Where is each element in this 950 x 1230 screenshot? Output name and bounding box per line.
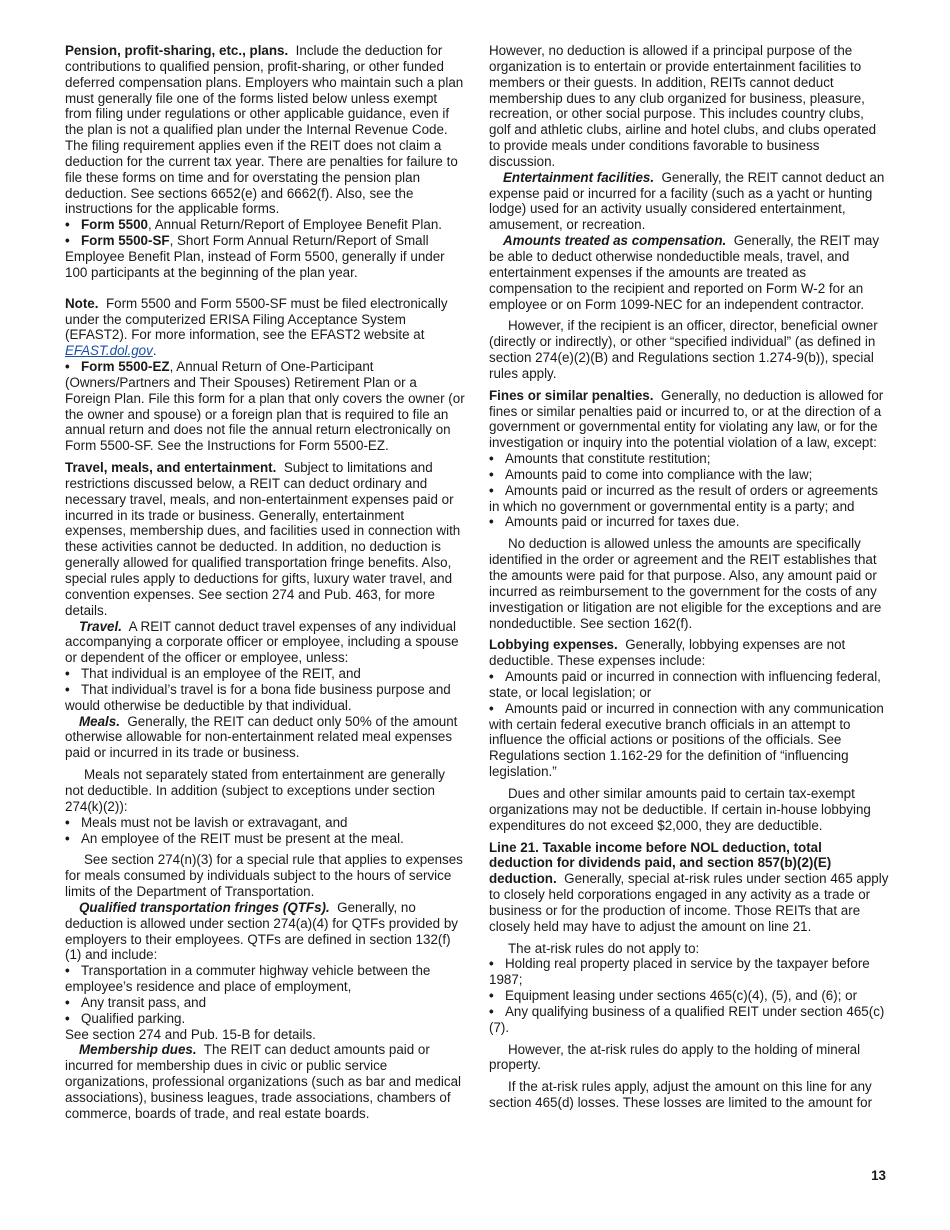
fines-bullet-2: Amounts paid to come into compliance with the law; — [505, 466, 813, 482]
meals-paragraph-3: See section 274(n)(3) for a special rule that applies to expenses for meals consumed by individuals subject to the hours of service limits of the Department of Transportation. — [65, 852, 463, 900]
list-item — [489, 483, 889, 515]
list-item — [65, 831, 465, 847]
fines-bullet-4: Amounts paid or incurred for taxes due. — [505, 514, 740, 530]
lobby-heading: Lobbying expenses. — [489, 637, 618, 653]
qtf-body: Generally, no deduction is allowed under section 274(a)(4) for QTFs provided by employers to their employees. QTFs are defined in section 132(f)(1) and include: — [65, 899, 458, 963]
list-item — [65, 963, 465, 995]
comp-subheading: Amounts treated as compensation. — [503, 233, 727, 249]
bullet-icon: • — [65, 1010, 70, 1026]
comp-paragraph-2: However, if the recipient is an officer, director, beneficial owner (directly or indirectly), or other “specified individual” (as defined in section 274(e)(2)(B) and Regulations section 1.274-9(b)), special rules apply. — [489, 318, 878, 381]
list-item — [489, 988, 889, 1004]
lobby-bullet-2: Amounts paid or incurred in connection with any communication with certain federal executive branch officials in an attempt to influence the official actions or positions of the officials. See Regulations section 1.162-29 for the definition of “influencing legislation.” — [489, 700, 884, 780]
bullet-icon: • — [489, 482, 494, 498]
bullet-icon: • — [489, 1003, 494, 1019]
note-label: Note. — [65, 295, 99, 311]
dues-body: The REIT can deduct amounts paid or incurred for membership dues in civic or public service organizations, professional organizations (such as bar and medical associations), business leagues, trade associations, chambers of commerce, boards of trade, and real estate boards. — [65, 1042, 461, 1121]
atrisk-paragraph: The at-risk rules do not apply to: — [508, 940, 700, 956]
atrisk-bullet-1: Holding real property placed in service by the taxpayer before 1987; — [489, 956, 870, 988]
list-item — [65, 815, 465, 831]
list-item — [489, 701, 889, 780]
list-item — [489, 514, 889, 530]
bullet-icon: • — [65, 359, 70, 375]
list-item — [489, 669, 889, 701]
fines-paragraph-2: No deduction is allowed unless the amounts are specifically identified in the order or agreement and the REIT establishes that the amounts were paid for that purpose. Also, any amount paid or incurred as reimbursement to the government for the costs of any investigation or litigation are not eligible for the exceptions and are nondeductible. See section 162(f). — [489, 536, 882, 631]
meals-bullet-2: An employee of the REIT must be present at the meal. — [81, 830, 404, 846]
page-number: 13 — [871, 1168, 886, 1183]
bullet-icon: • — [489, 466, 494, 482]
list-item — [65, 995, 465, 1011]
list-item — [489, 1004, 889, 1036]
bullet-icon: • — [65, 830, 70, 846]
form5500ez-text: , Annual Return of One-Participant (Owners/Partners and Their Spouses) Retirement Plan or a Foreign Plan. File this form for a plan that only covers the owner (or the owner and spouse) or a foreign plan that is required to file an annual return and does not file the annual return electronically on Form 5500-SF. See the Instructions for Form 5500-EZ. — [65, 359, 465, 454]
ent-body: Generally, the REIT cannot deduct an expense paid or incurred for a facility (such as a yacht or hunting lodge) used for an activity usually considered entertainment, amusement, or recreation. — [489, 169, 885, 233]
bullet-icon: • — [65, 814, 70, 830]
dues-subheading: Membership dues. — [79, 1042, 197, 1058]
bullet-icon: • — [65, 963, 70, 979]
qtf-paragraph — [65, 900, 465, 963]
form5500ez-label: Form 5500-EZ — [81, 359, 170, 375]
line21-paragraph — [489, 840, 889, 935]
bullet-icon: • — [65, 233, 70, 249]
pension-paragraph — [65, 43, 465, 217]
bullet-icon: • — [65, 217, 70, 233]
ent-paragraph — [489, 170, 889, 233]
travel-sub-paragraph — [65, 619, 465, 667]
ent-subheading: Entertainment facilities. — [503, 169, 655, 185]
form5500ez-bullet — [65, 359, 465, 454]
form5500-bullet — [65, 217, 465, 233]
fines-bullet-1: Amounts that constitute restitution; — [505, 451, 711, 467]
qtf-bullet-1: Transportation in a commuter highway vehicle between the employee’s residence and place of employment, — [65, 963, 431, 995]
travel-sub-body: A REIT cannot deduct travel expenses of any individual accompanying a corporate officer or employee, including a spouse or dependent of the officer or employee, unless: — [65, 618, 459, 666]
atrisk-bullet-3: Any qualifying business of a qualified REIT under section 465(c)(7). — [489, 1003, 885, 1035]
list-item — [489, 467, 889, 483]
qtf-see: See section 274 and Pub. 15-B for details. — [65, 1026, 316, 1042]
left-column — [65, 43, 465, 1122]
line21-heading: Line 21. Taxable income before NOL deduction, total deduction for dividends paid, and section 857(b)(2)(E) deduction. — [489, 839, 832, 887]
travel-bullet-2: That individual’s travel is for a bona fide business purpose and would otherwise be deductible by that individual. — [65, 681, 451, 713]
line21-body: Generally, special at-risk rules under section 465 apply to closely held corporations engaged in any activity as a trade or business or for the production of income. Those REITs that are closely held may have to adjust the amount on line 21. — [489, 871, 889, 934]
pension-body: Include the deduction for contributions to qualified pension, profit-sharing, or other funded deferred compensation plans. Employers who maintain such a plan must generally file one of the forms listed below unless exempt from filing under regulations or other applicable guidance, even if the plan is not a qualified plan under the Internal Revenue Code. The filing requirement applies even if the REIT does not claim a deduction for the current tax year. There are penalties for failure to file these forms on time and for overstating the pension plan deduction. See sections 6652(e) and 6662(f). Also, see the instructions for the applicable forms. — [65, 43, 464, 217]
list-item — [489, 956, 889, 988]
list-item — [65, 682, 465, 714]
fines-heading: Fines or similar penalties. — [489, 387, 654, 403]
list-item — [65, 1011, 465, 1027]
lobby-paragraph — [489, 637, 889, 669]
fines-bullet-3: Amounts paid or incurred as the result of orders or agreements in which no government or governmental entity is a party; and — [489, 482, 878, 514]
lobby-paragraph-2: Dues and other similar amounts paid to certain tax-exempt organizations may not be deductible. If certain in-house lobbying expenditures do not exceed $2,000, they are deductible. — [489, 785, 871, 833]
travel-paragraph — [65, 460, 465, 618]
travel-body: Subject to limitations and restrictions discussed below, a REIT can deduct ordinary and necessary travel, meals, and non-entertainment expenses paid or incurred in its trade or business. Generally, entertainment expenses, membership dues, and facilities used in connection with these activities cannot be deducted. In addition, no deduction is generally allowed for qualified transportation fringe benefits. Also, special rules apply to deductions for gifts, luxury water travel, and convention expenses. See section 274 and Pub. 463, for more details. — [65, 460, 461, 618]
lobby-body: Generally, lobbying expenses are not deductible. These expenses include: — [489, 637, 846, 669]
bullet-icon: • — [489, 700, 494, 716]
bullet-icon: • — [489, 956, 494, 972]
atrisk-bullet-2: Equipment leasing under sections 465(c)(4), (5), and (6); or — [505, 988, 858, 1004]
bullet-icon: • — [489, 514, 494, 530]
bullet-icon: • — [65, 666, 70, 682]
form5500sf-bullet — [65, 233, 465, 281]
qtf-bullet-2: Any transit pass, and — [81, 994, 207, 1010]
comp-body: Generally, the REIT may be able to deduct otherwise nondeductible meals, travel, and entertainment expenses if the amounts are treated as compensation to the recipient and reported on Form W-2 for an employee or on Form 1099-NEC for an independent contractor. — [489, 233, 880, 312]
travel-heading: Travel, meals, and entertainment. — [65, 460, 277, 476]
fines-body: Generally, no deduction is allowed for fines or similar penalties paid or incurred to, or at the direction of a government or governmental entity for violating any law, or for the investigation or inquiry into the potential violation of a law, except: — [489, 387, 884, 451]
meals-paragraph — [65, 714, 465, 762]
atrisk-paragraph-2: However, the at-risk rules do apply to the holding of mineral property. — [489, 1041, 861, 1073]
however-paragraph: However, no deduction is allowed if a principal purpose of the organization is to entertain or provide entertainment facilities to members or their guests. In addition, REITs cannot deduct membership dues to any club organized for business, pleasure, recreation, or other social purpose. This includes country clubs, golf and athletic clubs, airline and hotel clubs, and clubs operated to provide meals under conditions favorable to business discussion. — [489, 43, 877, 169]
note-paragraph — [65, 296, 465, 359]
note-end: . — [152, 343, 157, 359]
form5500sf-label: Form 5500-SF — [81, 233, 170, 249]
right-column — [489, 43, 889, 1111]
meals-bullet-1: Meals must not be lavish or extravagant, and — [81, 814, 348, 830]
fines-paragraph — [489, 388, 889, 451]
pension-heading: Pension, profit-sharing, etc., plans. — [65, 43, 289, 58]
atrisk-paragraph-3: If the at-risk rules apply, adjust the amount on this line for any section 465(d) losses. These losses are limited to the amount for — [489, 1079, 873, 1111]
form5500-text: , Annual Return/Report of Employee Benefit Plan. — [148, 217, 443, 233]
travel-subheading: Travel. — [79, 618, 122, 634]
efast-link[interactable]: EFAST.dol.gov — [65, 343, 153, 359]
bullet-icon: • — [65, 994, 70, 1010]
qtf-bullet-3: Qualified parking. — [81, 1010, 186, 1026]
comp-paragraph — [489, 233, 889, 312]
meals-body: Generally, the REIT can deduct only 50% of the amount otherwise allowable for non-entertainment related meal expenses paid or incurred in its trade or business. — [65, 713, 458, 761]
list-item — [489, 451, 889, 467]
note-text: Form 5500 and Form 5500-SF must be filed electronically under the computerized ERISA Filing Acceptance System (EFAST2). For more information, see the EFAST2 website at — [65, 295, 448, 343]
meals-subheading: Meals. — [79, 713, 120, 729]
qtf-subheading: Qualified transportation fringes (QTFs). — [79, 899, 330, 915]
bullet-icon: • — [489, 988, 494, 1004]
form5500-label: Form 5500 — [81, 217, 148, 233]
lobby-bullet-1: Amounts paid or incurred in connection with influencing federal, state, or local legislation; or — [489, 669, 881, 700]
bullet-icon: • — [489, 669, 494, 685]
travel-bullet-1: That individual is an employee of the REIT, and — [81, 666, 361, 682]
bullet-icon: • — [489, 451, 494, 467]
bullet-icon: • — [65, 681, 70, 697]
meals-paragraph-2: Meals not separately stated from entertainment are generally not deductible. In addition (subject to exceptions under section 274(k)(2)): — [65, 767, 445, 814]
form5500sf-text: , Short Form Annual Return/Report of Small Employee Benefit Plan, instead of Form 5500, generally if under 100 participants at the beginning of the plan year. — [65, 233, 445, 280]
list-item — [65, 666, 465, 682]
dues-paragraph — [65, 1042, 465, 1121]
